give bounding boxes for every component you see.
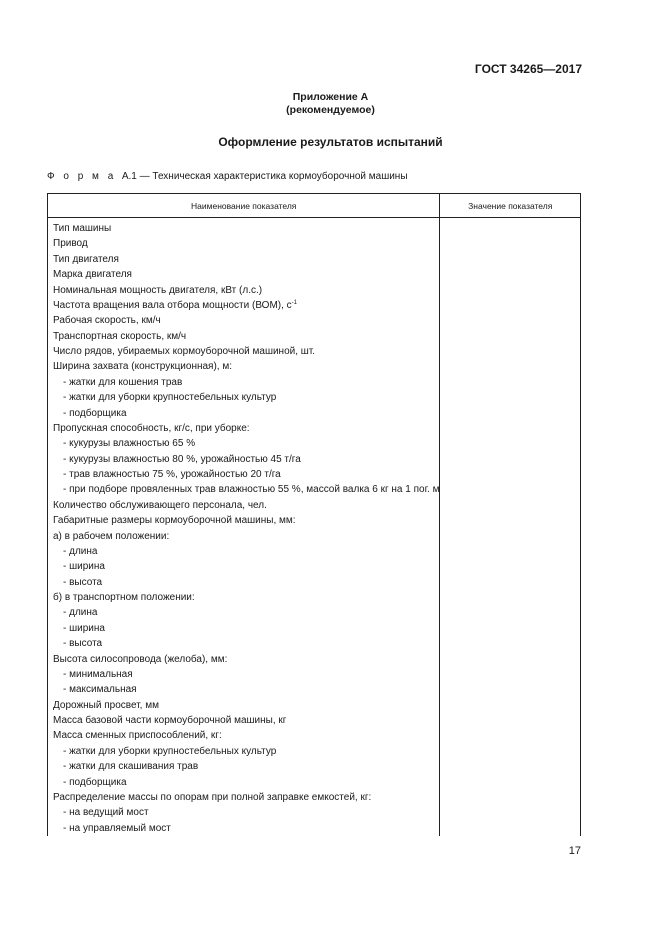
row-label: - жатки для уборки крупностебельных культур (63, 745, 277, 757)
table-row (48, 236, 439, 251)
row-label: - на управляемый мост (63, 822, 171, 834)
row-label: Марка двигателя (53, 269, 132, 281)
row-label: - подборщика (63, 776, 127, 788)
indicator-names-column (48, 218, 440, 837)
table-row (48, 482, 439, 497)
table-body-row (48, 218, 581, 837)
row-label: - максимальная (63, 684, 137, 696)
row-label: - жатки для кошения трав (63, 376, 183, 388)
page-number: 17 (568, 845, 581, 857)
form-label: Ф о р м а (47, 171, 117, 182)
row-label: Число рядов, убираемых кормоуборочной машиной, шт. (53, 346, 316, 357)
row-label: - длина (63, 607, 98, 619)
row-label: Масса базовой части кормоуборочной машины, кг (53, 715, 287, 726)
indicator-values-column (440, 218, 581, 837)
table-row (48, 575, 439, 590)
table-row (48, 329, 439, 344)
row-label: Габаритные размеры кормоуборочной машины, мм: (53, 515, 296, 527)
row-label: Пропускная способность, кг/с, при уборке: (53, 422, 250, 434)
table-row (48, 283, 439, 298)
row-label: - подборщика (63, 407, 127, 419)
table-row (48, 359, 439, 374)
row-label: - кукурузы влажностью 65 % (63, 438, 196, 450)
table-row (48, 498, 439, 513)
row-unit-exponent: -1 (291, 299, 298, 306)
row-label: - ширина (63, 561, 105, 573)
row-label: Привод (53, 238, 88, 250)
table-row (48, 467, 439, 482)
table-row (48, 221, 439, 236)
table-row (48, 298, 439, 313)
row-label: Рабочая скорость, км/ч (53, 315, 161, 327)
annex-subtitle: (рекомендуемое) (286, 104, 375, 116)
row-label: б) в транспортном положении: (53, 592, 195, 603)
row-label: - длина (63, 545, 98, 557)
annex-heading (0, 91, 661, 117)
section-title: Оформление результатов испытаний (218, 135, 443, 149)
row-label: Дорожный просвет, мм (53, 699, 159, 711)
table-row (48, 713, 439, 728)
table-row (48, 390, 439, 405)
table-row (48, 621, 439, 636)
table-row (48, 406, 439, 421)
row-label: - на ведущий мост (63, 807, 149, 819)
table-row (48, 728, 439, 743)
row-label: - высота (63, 576, 103, 588)
table-row (48, 344, 439, 359)
row-label: - высота (63, 638, 103, 650)
header-indicator-value: Значение показателя (440, 194, 581, 218)
row-label: Распределение массы по опорам при полной заправке емкостей, кг: (53, 791, 372, 803)
row-label: Транспортная скорость, км/ч (53, 330, 187, 342)
table-header-row (48, 194, 581, 218)
form-caption (47, 171, 408, 182)
table-row (48, 267, 439, 282)
table-row (48, 682, 439, 697)
row-label: - жатки для уборки крупностебельных культур (63, 392, 277, 404)
row-label: Частота вращения вала отбора мощности (ВОМ), с (53, 299, 292, 311)
table-row (48, 821, 439, 836)
row-label: Тип двигателя (53, 253, 119, 265)
table-row (48, 605, 439, 620)
spec-table (47, 193, 581, 836)
table-row (48, 790, 439, 805)
row-label: Ширина захвата (конструкционная), м: (53, 361, 232, 373)
table-row (48, 529, 439, 544)
row-label: Тип машины (53, 223, 112, 234)
table-row (48, 375, 439, 390)
row-label: - жатки для скашивания трав (63, 761, 199, 773)
row-label: Номинальная мощность двигателя, кВт (л.с.) (53, 284, 263, 296)
table-row (48, 544, 439, 559)
row-label: Высота силосопровода (желоба), мм: (53, 653, 228, 665)
table-row (48, 313, 439, 328)
table-row (48, 513, 439, 528)
annex-title: Приложение А (292, 91, 369, 103)
row-label: - при подборе провяленных трав влажностью 55 %, массой валка 6 кг на 1 пог. м (63, 484, 440, 496)
row-label: Количество обслуживающего персонала, чел. (53, 499, 267, 511)
table-row (48, 452, 439, 467)
row-label: - минимальная (63, 668, 133, 680)
standard-number: ГОСТ 34265—2017 (474, 62, 582, 76)
table-row (48, 775, 439, 790)
table-row (48, 667, 439, 682)
table-row (48, 559, 439, 574)
table-row (48, 698, 439, 713)
table-row (48, 421, 439, 436)
table-row (48, 805, 439, 820)
table-row (48, 636, 439, 651)
table-row (48, 744, 439, 759)
header-indicator-name: Наименование показателя (48, 194, 440, 218)
table-row (48, 652, 439, 667)
row-label: - кукурузы влажностью 80 %, урожайностью 45 т/га (63, 453, 301, 465)
row-label: - ширина (63, 622, 105, 634)
form-caption-text: А.1 — Техническая характеристика кормоуборочной машины (121, 171, 408, 182)
row-label: - трав влажностью 75 %, урожайностью 20 т/га (63, 469, 281, 480)
table-row (48, 759, 439, 774)
table-row (48, 252, 439, 267)
table-row (48, 436, 439, 451)
row-label: Масса сменных приспособлений, кг: (53, 730, 222, 742)
table-row (48, 590, 439, 605)
row-label: а) в рабочем положении: (53, 530, 170, 542)
